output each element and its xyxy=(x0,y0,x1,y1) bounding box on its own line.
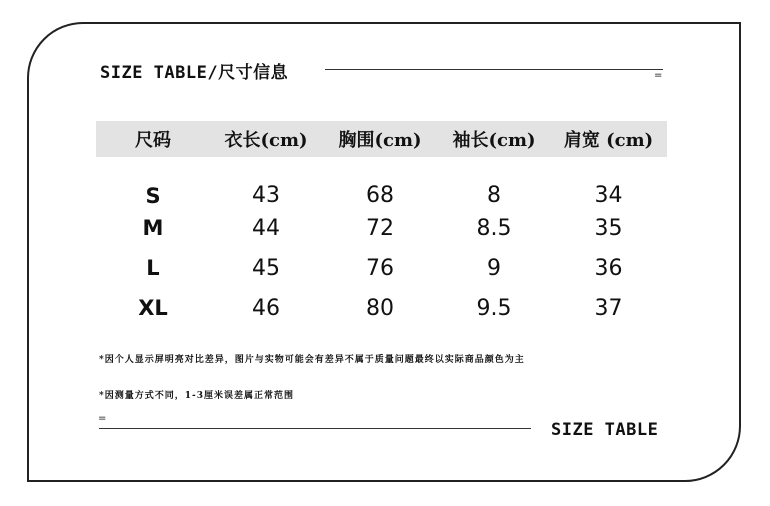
cell-chest: 76 xyxy=(366,255,394,281)
cell-shoulder: 37 xyxy=(594,295,623,321)
cell-chest: 80 xyxy=(366,295,394,321)
cell-sleeve: 9 xyxy=(487,255,501,281)
cell-chest: 68 xyxy=(366,183,394,208)
footer-rule xyxy=(99,428,531,429)
cell-length: 44 xyxy=(252,215,280,241)
cell-length: 46 xyxy=(252,295,280,321)
cell-shoulder: 36 xyxy=(594,255,623,281)
table-row xyxy=(96,157,667,208)
page-title: SIZE TABLE/尺寸信息 xyxy=(100,63,289,83)
cell-sleeve: 9.5 xyxy=(476,295,512,321)
title-rule-mark: = xyxy=(654,70,663,81)
size-table-wrap xyxy=(96,121,667,328)
cell-sleeve: 8.5 xyxy=(476,215,512,241)
cell-length: 45 xyxy=(252,255,280,281)
cell-shoulder: 35 xyxy=(594,215,623,241)
title-rule xyxy=(325,69,663,70)
header-shoulder: 肩宽 (cm) xyxy=(563,130,654,151)
size-table xyxy=(96,121,667,328)
cell-shoulder: 34 xyxy=(594,183,623,208)
note-measurement-error: *因测量方式不同，1-3厘米误差属正常范围 xyxy=(99,391,294,401)
header-chest: 胸围(cm) xyxy=(338,130,422,151)
cell-size: S xyxy=(145,183,161,208)
cell-size: XL xyxy=(138,296,168,320)
footer-label: SIZE TABLE xyxy=(551,420,659,440)
header-size: 尺码 xyxy=(135,130,171,151)
cell-length: 43 xyxy=(252,183,280,208)
table-row xyxy=(96,288,667,328)
table-row xyxy=(96,248,667,288)
cell-sleeve: 8 xyxy=(487,183,501,208)
header-sleeve: 袖长(cm) xyxy=(452,130,536,151)
cell-chest: 72 xyxy=(366,215,394,241)
cell-size: L xyxy=(146,256,160,280)
note-display-difference: *因个人显示屏明亮对比差异，图片与实物可能会有差异不属于质量问题最终以实际商品颜色为主 xyxy=(99,355,525,365)
table-row xyxy=(96,208,667,248)
header-length: 衣长(cm) xyxy=(224,130,308,151)
cell-size: M xyxy=(142,216,164,240)
footer-rule-mark: = xyxy=(98,413,107,424)
table-header-row xyxy=(96,121,667,157)
